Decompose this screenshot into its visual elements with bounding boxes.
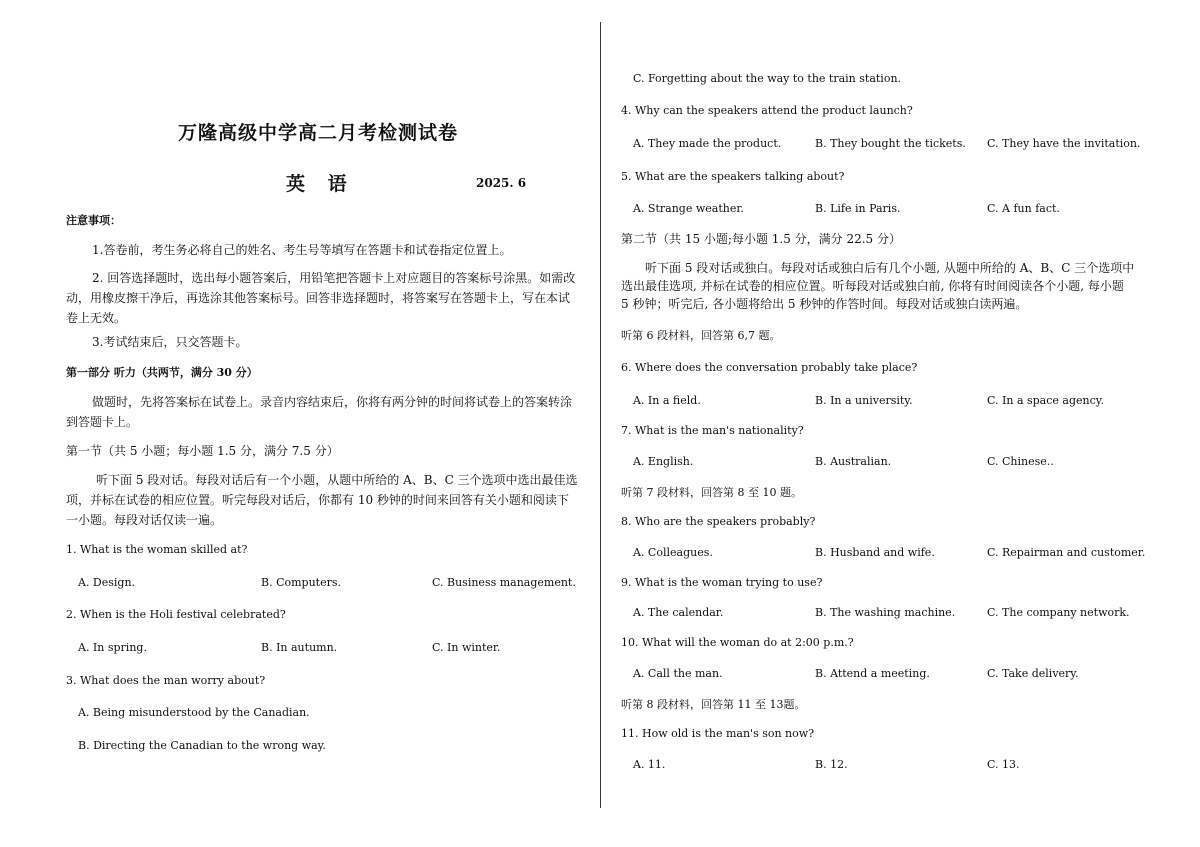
q7-option-a: A. English. (633, 455, 694, 468)
q2-option-a: A. In spring. (78, 641, 147, 654)
column-divider (600, 22, 601, 808)
q10-option-b: B. Attend a meeting. (815, 667, 930, 680)
question-4: 4. Why can the speakers attend the product launch? (621, 104, 913, 117)
q9-option-c: C. The company network. (987, 606, 1130, 619)
q1-option-a: A. Design. (78, 576, 136, 589)
material-7-label: 听第 7 段材料，回答第 8 至 10 题。 (621, 486, 802, 499)
q7-option-b: B. Australian. (815, 455, 892, 468)
question-5: 5. What are the speakers talking about? (621, 170, 845, 183)
notice-heading: 注意事项： (66, 214, 121, 227)
q3-option-a: A. Being misunderstood by the Canadian. (78, 706, 310, 719)
q7-option-c: C. Chinese.. (987, 455, 1054, 468)
notice-item-2: 2. 回答选择题时，选出每小题答案后，用铅笔把答题卡上对应题目的答案标号涂黑。如需改动，用橡皮擦干净后，再选涂其他答案标号。回答非选择题时，将答案写在答题卡上，写在本试卷上无效。 (66, 271, 576, 325)
section1-intro: 听下面 5 段对话。每段对话后有一个小题，从题中所给的 A、B、C 三个选项中选出最佳选项，并标在试卷的相应位置。听完每段对话后，你都有 10 秒钟的时间来回答有关小题和阅读下一小题。每段对话仅读一遍。 (66, 473, 578, 527)
exam-date: 2025. 6 (476, 176, 527, 190)
q5-option-c: C. A fun fact. (987, 202, 1060, 215)
q11-option-a: A. 11. (633, 758, 666, 771)
q4-option-b: B. They bought the tickets. (815, 137, 966, 150)
q6-option-c: C. In a space agency. (987, 394, 1105, 407)
q6-option-a: A. In a field. (633, 394, 701, 407)
q1-option-b: B. Computers. (261, 576, 342, 589)
q4-option-a: A. They made the product. (633, 137, 782, 150)
q3-option-c: C. Forgetting about the way to the train station. (633, 72, 902, 85)
q5-option-a: A. Strange weather. (633, 202, 744, 215)
question-7: 7. What is the man's nationality? (621, 424, 804, 437)
question-11: 11. How old is the man's son now? (621, 727, 815, 740)
material-6-label: 听第 6 段材料，回答第 6,7 题。 (621, 329, 781, 342)
q10-option-c: C. Take delivery. (987, 667, 1079, 680)
section2-heading: 第二节（共 15 小题;每小题 1.5 分，满分 22.5 分） (621, 232, 902, 246)
q2-option-b: B. In autumn. (261, 641, 338, 654)
part1-heading: 第一部分 听力（共两节，满分 30 分） (66, 366, 258, 379)
subject-title: 英 语 (286, 173, 355, 195)
q3-option-b: B. Directing the Canadian to the wrong way. (78, 739, 326, 752)
q10-option-a: A. Call the man. (633, 667, 723, 680)
q11-option-b: B. 12. (815, 758, 848, 771)
question-9: 9. What is the woman trying to use? (621, 576, 823, 589)
q11-option-c: C. 13. (987, 758, 1020, 771)
question-10: 10. What will the woman do at 2:00 p.m.? (621, 636, 854, 649)
q2-option-c: C. In winter. (432, 641, 501, 654)
q6-option-b: B. In a university. (815, 394, 913, 407)
q9-option-b: B. The washing machine. (815, 606, 956, 619)
notice-item-3: 3.考试结束后，只交答题卡。 (92, 335, 248, 349)
section1-heading: 第一节（共 5 小题；每小题 1.5 分，满分 7.5 分） (66, 444, 339, 458)
question-3: 3. What does the man worry about? (66, 674, 266, 687)
q8-option-b: B. Husband and wife. (815, 546, 935, 559)
q9-option-a: A. The calendar. (633, 606, 724, 619)
question-8: 8. Who are the speakers probably? (621, 515, 816, 528)
q1-option-c: C. Business management. (432, 576, 576, 589)
material-8-label: 听第 8 段材料，回答第 11 至 13题。 (621, 698, 806, 711)
exam-title: 万隆高级中学高二月考检测试卷 (178, 122, 459, 144)
q8-option-a: A. Colleagues. (633, 546, 713, 559)
question-6: 6. Where does the conversation probably take place? (621, 361, 918, 374)
part1-intro: 做题时，先将答案标在试卷上。录音内容结束后，你将有两分钟的时间将试卷上的答案转涂到答题卡上。 (66, 395, 573, 429)
q5-option-b: B. Life in Paris. (815, 202, 901, 215)
q8-option-c: C. Repairman and customer. (987, 546, 1146, 559)
notice-item-1: 1.答卷前，考生务必将自己的姓名、考生号等填写在答题卡和试卷指定位置上。 (92, 243, 512, 257)
question-2: 2. When is the Holi festival celebrated? (66, 608, 286, 621)
question-1: 1. What is the woman skilled at? (66, 543, 248, 556)
q4-option-c: C. They have the invitation. (987, 137, 1141, 150)
section2-intro: 听下面 5 段对话或独白。每段对话或独白后有几个小题, 从题中所给的 A、B、C 三个选项中选出最佳选项, 并标在试卷的相应位置。听每段对话或独白前, 你将有时间阅读各个小题, 每小题 5 秒钟；听完后, 各小题将给出 5 秒钟的作答时间。每段对话或独白读两遍。 (621, 261, 1135, 311)
